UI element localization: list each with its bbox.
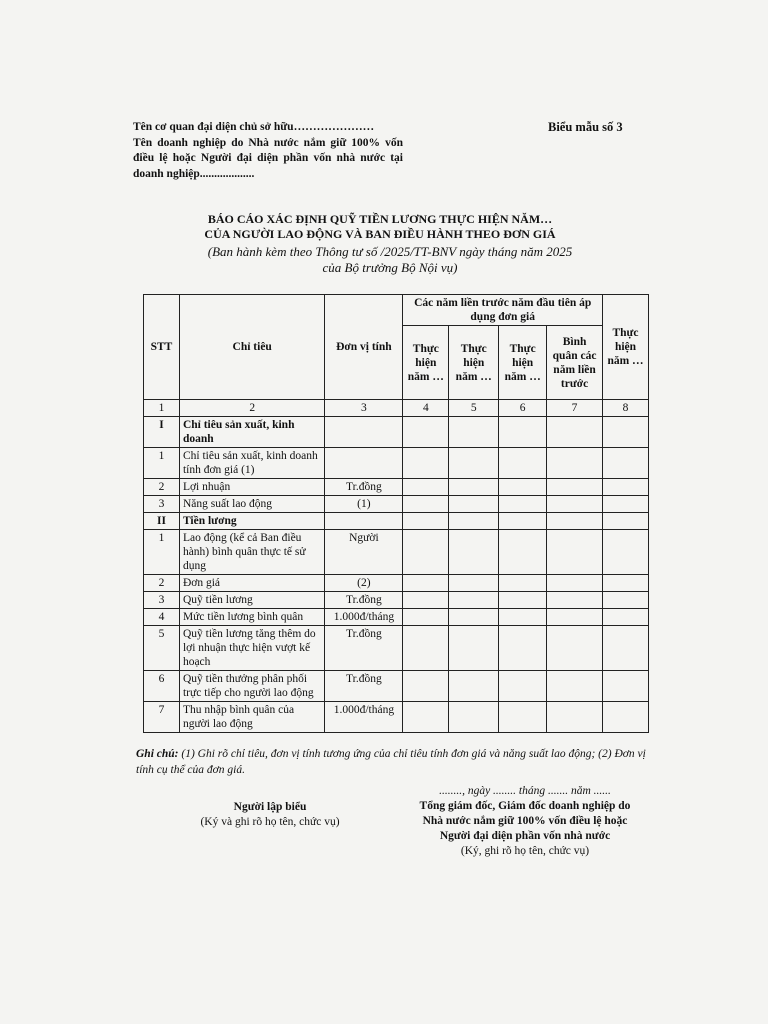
- indicator-cell: Lao động (kể cả Ban điều hành) bình quân thực tế sử dụng: [179, 530, 324, 575]
- value-cell: [449, 513, 499, 530]
- stt-cell: 2: [144, 479, 180, 496]
- unit-cell: Người: [325, 530, 403, 575]
- indicator-cell: Lợi nhuận: [179, 479, 324, 496]
- col-number: 8: [603, 400, 649, 417]
- col-number: 3: [325, 400, 403, 417]
- value-cell: [449, 448, 499, 479]
- value-cell: [547, 609, 603, 626]
- indicator-cell: Chỉ tiêu sản xuất, kinh doanh tính đơn giá (1): [179, 448, 324, 479]
- table-row: [144, 592, 649, 609]
- enterprise-line: Tên doanh nghiệp do Nhà nước nắm giữ 100% vốn điều lệ hoặc Người đại diện phần vốn nhà nước tại doanh nghiệp...................: [133, 136, 403, 180]
- header-sub-year-1: Thực hiện năm …: [403, 326, 449, 400]
- value-cell: [603, 575, 649, 592]
- value-cell: [603, 513, 649, 530]
- value-cell: [499, 417, 547, 448]
- indicator-cell: Quỹ tiền thưởng phân phối trực tiếp cho người lao động: [179, 671, 324, 702]
- col-number: 4: [403, 400, 449, 417]
- value-cell: [449, 417, 499, 448]
- indicator-cell: Chỉ tiêu sản xuất, kinh doanh: [179, 417, 324, 448]
- indicator-cell: Đơn giá: [179, 575, 324, 592]
- preparer-note: (Ký và ghi rõ họ tên, chức vụ): [200, 816, 340, 828]
- indicator-cell: Quỹ tiền lương: [179, 592, 324, 609]
- indicator-cell: Mức tiền lương bình quân: [179, 609, 324, 626]
- header-sub-average: Bình quân các năm liền trước: [547, 326, 603, 400]
- value-cell: [603, 626, 649, 671]
- unit-cell: [325, 417, 403, 448]
- value-cell: [449, 496, 499, 513]
- value-cell: [403, 513, 449, 530]
- subtitle-line-1: (Ban hành kèm theo Thông tư số /2025/TT-BNV ngày tháng năm 2025: [207, 244, 573, 259]
- director-note: (Ký, ghi rõ họ tên, chức vụ): [460, 845, 590, 857]
- value-cell: [403, 448, 449, 479]
- stt-cell: 3: [144, 592, 180, 609]
- note-text: (1) Ghi rõ chỉ tiêu, đơn vị tính tương ứng của chỉ tiêu tính đơn giá và năng suất lao động; (2) Đơn vị tính cụ thể của đơn giá.: [136, 748, 646, 776]
- header-previous-years: Các năm liền trước năm đầu tiên áp dụng đơn giá: [403, 295, 603, 326]
- value-cell: [499, 609, 547, 626]
- value-cell: [603, 479, 649, 496]
- table-row: [144, 702, 649, 733]
- unit-cell: Tr.đồng: [325, 671, 403, 702]
- report-subtitle: [130, 244, 650, 276]
- unit-cell: 1.000đ/tháng: [325, 609, 403, 626]
- report-title: [130, 212, 630, 242]
- subtitle-line-2: của Bộ trưởng Bộ Nội vụ): [322, 260, 458, 275]
- unit-cell: (1): [325, 496, 403, 513]
- date-line: ........, ngày ........ tháng ....... năm ......: [439, 785, 611, 797]
- value-cell: [547, 530, 603, 575]
- unit-cell: Tr.đồng: [325, 592, 403, 609]
- value-cell: [603, 592, 649, 609]
- stt-cell: 1: [144, 530, 180, 575]
- table-row: [144, 513, 649, 530]
- value-cell: [603, 609, 649, 626]
- header-stt: STT: [144, 295, 180, 400]
- value-cell: [499, 513, 547, 530]
- col-number: 7: [547, 400, 603, 417]
- col-number: 5: [449, 400, 499, 417]
- value-cell: [547, 592, 603, 609]
- value-cell: [449, 609, 499, 626]
- stt-cell: 6: [144, 671, 180, 702]
- column-number-row: [144, 400, 649, 417]
- unit-cell: 1.000đ/tháng: [325, 702, 403, 733]
- stt-cell: 1: [144, 448, 180, 479]
- value-cell: [499, 626, 547, 671]
- director-line-1: Tổng giám đốc, Giám đốc doanh nghiệp do: [419, 800, 631, 812]
- value-cell: [449, 479, 499, 496]
- unit-cell: (2): [325, 575, 403, 592]
- unit-cell: [325, 448, 403, 479]
- table-row: [144, 575, 649, 592]
- value-cell: [603, 702, 649, 733]
- preparer-signature: [185, 800, 355, 830]
- table-row: [144, 530, 649, 575]
- value-cell: [403, 609, 449, 626]
- col-number: 2: [179, 400, 324, 417]
- unit-cell: Tr.đồng: [325, 626, 403, 671]
- value-cell: [499, 702, 547, 733]
- value-cell: [403, 702, 449, 733]
- value-cell: [449, 575, 499, 592]
- header-indicator: Chỉ tiêu: [179, 295, 324, 400]
- value-cell: [499, 575, 547, 592]
- unit-cell: [325, 513, 403, 530]
- indicator-cell: Tiền lương: [179, 513, 324, 530]
- director-line-2: Nhà nước nắm giữ 100% vốn điều lệ hoặc: [422, 815, 628, 827]
- value-cell: [547, 417, 603, 448]
- value-cell: [547, 448, 603, 479]
- table-row: [144, 496, 649, 513]
- note-label: Ghi chú:: [136, 748, 179, 760]
- note: [136, 746, 666, 778]
- col-number: 6: [499, 400, 547, 417]
- value-cell: [603, 417, 649, 448]
- indicator-cell: Quỹ tiền lương tăng thêm do lợi nhuận thực hiện vượt kế hoạch: [179, 626, 324, 671]
- value-cell: [449, 592, 499, 609]
- value-cell: [403, 479, 449, 496]
- value-cell: [547, 479, 603, 496]
- header-sub-year-2: Thực hiện năm …: [449, 326, 499, 400]
- header-left: [133, 120, 403, 182]
- stt-cell: 7: [144, 702, 180, 733]
- stt-cell: 5: [144, 626, 180, 671]
- value-cell: [603, 448, 649, 479]
- table-row: [144, 448, 649, 479]
- form-number: Biểu mẫu số 3: [548, 120, 623, 134]
- indicator-cell: Thu nhập bình quân của người lao động: [179, 702, 324, 733]
- value-cell: [499, 448, 547, 479]
- value-cell: [449, 671, 499, 702]
- value-cell: [499, 530, 547, 575]
- table-row: [144, 609, 649, 626]
- title-line-2: CỦA NGƯỜI LAO ĐỘNG VÀ BAN ĐIỀU HÀNH THEO ĐƠN GIÁ: [204, 227, 556, 241]
- stt-cell: II: [144, 513, 180, 530]
- value-cell: [499, 479, 547, 496]
- value-cell: [403, 626, 449, 671]
- unit-cell: Tr.đồng: [325, 479, 403, 496]
- director-signature: [405, 784, 645, 859]
- preparer-title: Người lập biểu: [233, 801, 307, 813]
- table-row: [144, 626, 649, 671]
- value-cell: [603, 671, 649, 702]
- stt-cell: I: [144, 417, 180, 448]
- stt-cell: 4: [144, 609, 180, 626]
- value-cell: [547, 496, 603, 513]
- value-cell: [449, 702, 499, 733]
- value-cell: [499, 671, 547, 702]
- value-cell: [403, 530, 449, 575]
- value-cell: [603, 530, 649, 575]
- value-cell: [547, 702, 603, 733]
- value-cell: [403, 417, 449, 448]
- value-cell: [547, 513, 603, 530]
- owner-agency-line: Tên cơ quan đại diện chủ sở hữu…………………: [133, 121, 375, 133]
- table-row: [144, 671, 649, 702]
- director-line-3: Người đại diện phần vốn nhà nước: [439, 830, 611, 842]
- value-cell: [603, 496, 649, 513]
- report-table: [143, 294, 649, 733]
- value-cell: [449, 626, 499, 671]
- value-cell: [499, 496, 547, 513]
- header-sub-year-3: Thực hiện năm …: [499, 326, 547, 400]
- header-actual-year: Thực hiện năm …: [603, 295, 649, 400]
- value-cell: [499, 592, 547, 609]
- indicator-cell: Năng suất lao động: [179, 496, 324, 513]
- value-cell: [403, 671, 449, 702]
- stt-cell: 3: [144, 496, 180, 513]
- value-cell: [403, 592, 449, 609]
- table-row: [144, 417, 649, 448]
- value-cell: [449, 530, 499, 575]
- value-cell: [403, 575, 449, 592]
- value-cell: [547, 626, 603, 671]
- stt-cell: 2: [144, 575, 180, 592]
- table-row: [144, 479, 649, 496]
- value-cell: [547, 575, 603, 592]
- title-line-1: BÁO CÁO XÁC ĐỊNH QUỸ TIỀN LƯƠNG THỰC HIỆN NĂM…: [207, 212, 553, 226]
- header-unit: Đơn vị tính: [325, 295, 403, 400]
- col-number: 1: [144, 400, 180, 417]
- value-cell: [403, 496, 449, 513]
- value-cell: [547, 671, 603, 702]
